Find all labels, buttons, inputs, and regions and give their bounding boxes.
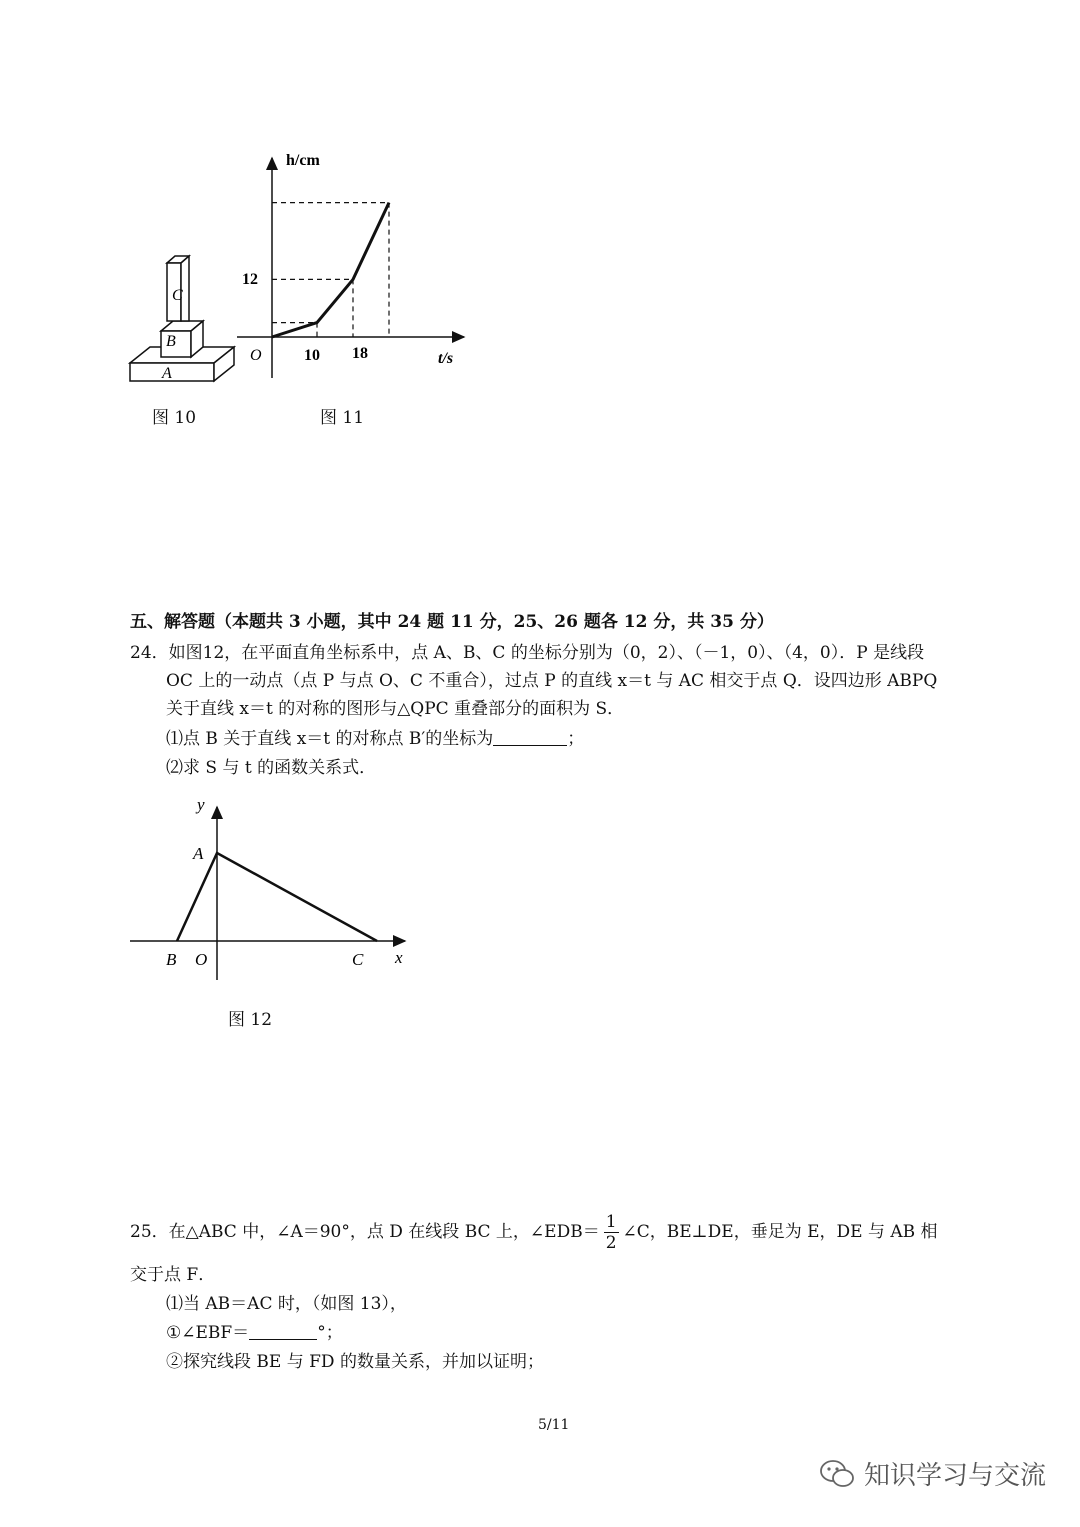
q24-sub1-prefix: ⑴点 B 关于直线 x＝t 的对称点 B′的坐标为 [166,729,494,749]
q24-sub2: ⑵求 S 与 t 的函数关系式． [166,758,377,778]
point-c-label: C [352,950,364,969]
label-c: C [172,287,183,304]
fig12-x-label: x [395,948,403,967]
fraction-numerator: 1 [605,1212,617,1232]
figure-11-chart [232,148,472,378]
page-number: 5/11 [538,1417,570,1433]
y-tick-12: 12 [242,271,258,288]
q24-line1: 24．如图12，在平面直角坐标系中，点 A、B、C 的坐标分别为（0，2）、（－1，0）、（4，0）．P 是线段 [130,643,925,663]
x-axis-label: t/s [438,350,454,367]
y-axis-label: h/cm [286,152,320,169]
fig10-caption: 图 10 [152,408,197,428]
x-tick-10: 10 [304,347,320,364]
figure-10 [120,245,250,395]
label-a: A [162,365,172,382]
watermark-text: 知识学习与交流 [864,1461,1047,1491]
triangle-abc [177,853,377,941]
answer-blank-angle-ebf[interactable] [249,1321,317,1340]
x-tick-18: 18 [352,345,368,362]
fig11-caption: 图 11 [320,408,365,428]
label-b: B [166,333,176,350]
q24-sub1-suffix: ； [567,729,585,749]
q24-line3: 关于直线 x＝t 的对称的图形与△QPC 重叠部分的面积为 S． [166,699,625,719]
fraction-denominator: 2 [605,1233,617,1253]
data-series-line [272,203,389,337]
q25-line2: 交于点 F． [130,1265,216,1285]
origin-label: O [250,347,262,364]
q25-sub1b: ②探究线段 BE 与 FD 的数量关系，并加以证明； [166,1352,544,1372]
q25-sub1a [166,1319,343,1347]
section-heading: 五、解答题（本题共 3 小题，其中 24 题 11 分，25、26 题各 12 分，共 35 分） [130,612,774,632]
origin-o-label: O [195,950,208,969]
q25-line1-start: 25．在△ABC 中，∠A＝90°，点 D 在线段 BC 上，∠EDB＝ [130,1222,600,1242]
q24-sub1 [166,725,584,753]
fig12-caption: 图 12 [228,1010,273,1030]
block-a-front [130,363,214,381]
q25-sub1a-prefix: ①∠EBF＝ [166,1323,250,1343]
figure-12 [125,795,420,980]
watermark [818,1455,1046,1492]
point-b-label: B [166,950,177,969]
q25-line1-end: ∠C，BE⊥DE，垂足为 E，DE 与 AB 相 [622,1222,938,1242]
fraction-one-half [604,1212,619,1253]
q25-sub1a-suffix: °； [317,1323,343,1343]
wechat-icon [818,1458,856,1490]
answer-blank-b-prime[interactable] [493,727,567,746]
point-a-label: A [193,844,204,863]
q24-line2: OC 上的一动点（点 P 与点 O、C 不重合），过点 P 的直线 x＝t 与 AC 相交于点 Q．设四边形 ABPQ [166,671,938,691]
q25-sub1: ⑴当 AB＝AC 时，（如图 13）， [166,1294,407,1314]
fig12-y-label: y [197,795,205,814]
q25-line1 [130,1208,938,1256]
